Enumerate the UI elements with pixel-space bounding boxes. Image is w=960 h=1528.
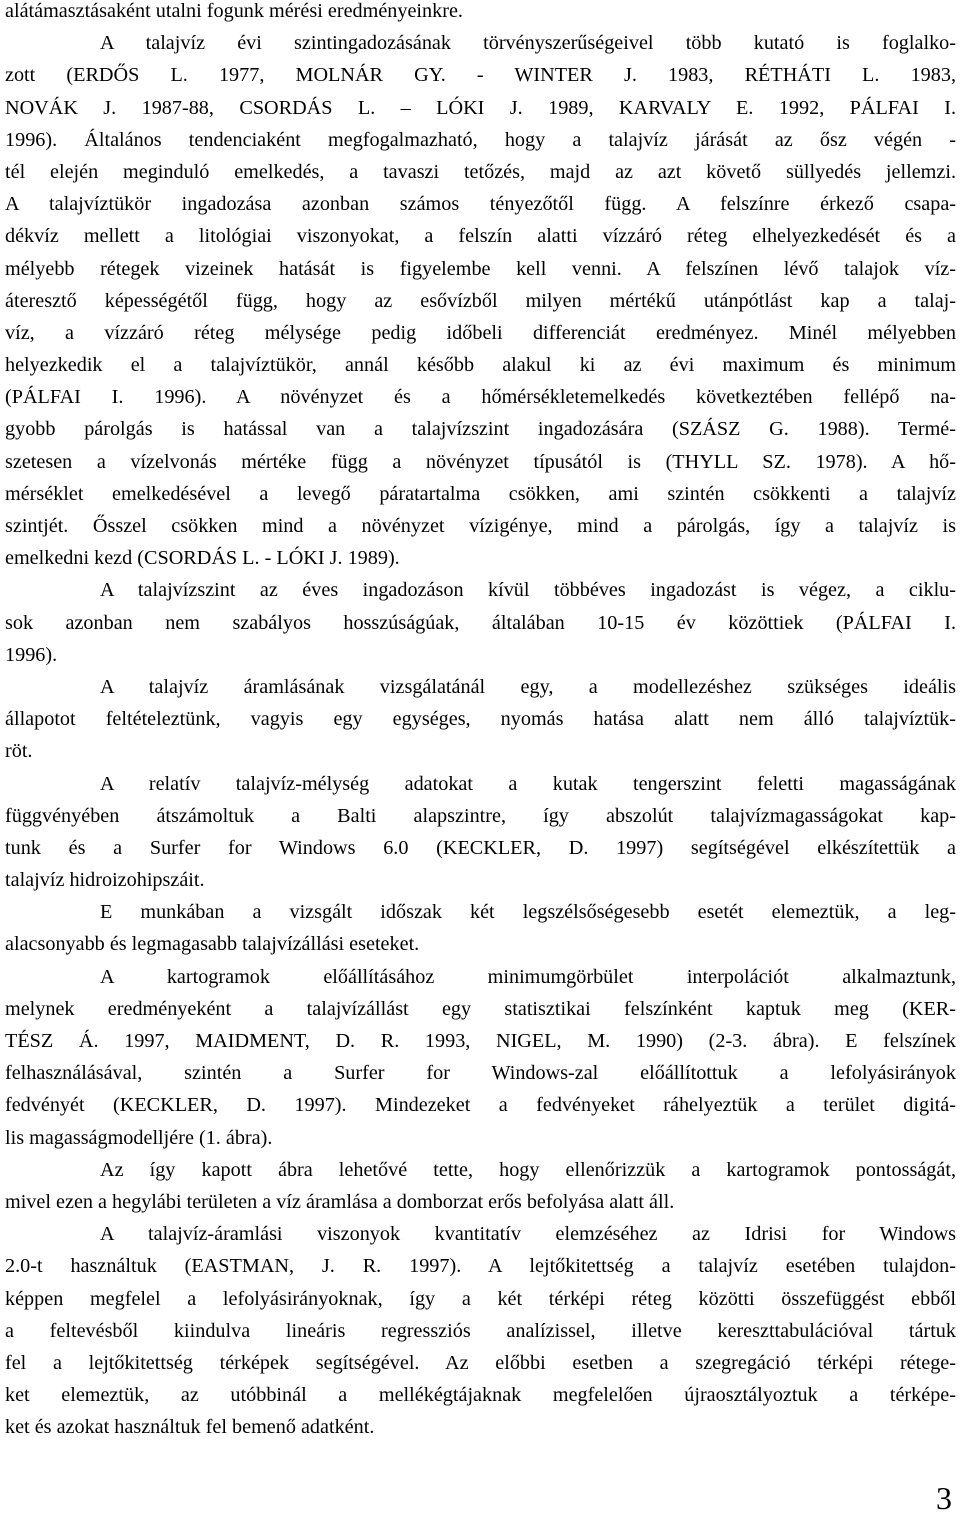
body-text [5, 0, 956, 1443]
text-line: E munkában a vizsgált időszak két legszélsőségesebb esetét elemeztük, a leg- [100, 901, 956, 924]
paragraph [5, 574, 956, 671]
text-line: tél elején meginduló emelkedés, a tavaszi tetőzés, majd az azt követő süllyedés jellemzi. [5, 160, 956, 183]
text-line: ket elemeztük, az utóbbinál a mellékégtájaknak megfelelően újraosztályoztuk a térképe- [5, 1384, 956, 1407]
text-line: A talajvíztükör ingadozása azonban számos tényezőtől függ. A felszínre érkező csapa- [5, 193, 956, 216]
text-line: 2.0-t használtuk (EASTMAN, J. R. 1997). A lejtőkitettség a talajvíz esetében tulajdon- [5, 1255, 956, 1278]
text-line: helyezkedik el a talajvíztükör, annál később alakul ki az évi maximum és minimum [5, 354, 956, 377]
text-line: alacsonyabb és legmagasabb talajvízállási eseteket. [5, 933, 420, 956]
text-line: mélyebb rétegek vizeinek hatását is figyelembe kell venni. A felszínen lévő talajok víz- [5, 257, 956, 280]
paragraph [5, 1154, 956, 1218]
text-line: lis magasságmodelljére (1. ábra). [5, 1126, 273, 1149]
paragraph [5, 768, 956, 897]
text-line: a feltevésből kiindulva lineáris regressziós analízissel, illetve kereszttabulációval tártuk [5, 1319, 956, 1342]
text-line: A kartogramok előállításához minimumgörbület interpolációt alkalmaztunk, [100, 965, 956, 988]
text-line: A talajvízszint az éves ingadozáson kívül többéves ingadozást is végez, a ciklu- [100, 579, 956, 602]
text-line: tunk és a Surfer for Windows 6.0 (KECKLER, D. 1997) segítségével elkészítettük a [5, 836, 956, 859]
text-line: szintjét. Ősszel csökken mind a növényzet vízigénye, mind a párolgás, így a talajvíz is [5, 515, 956, 537]
text-line: mivel ezen a hegylábi területen a víz áramlása a domborzat erős befolyása alatt áll. [5, 1190, 675, 1213]
text-line: mérséklet emelkedésével a levegő páratartalma csökken, ami szintén csökkenti a talajvíz [5, 482, 956, 505]
paragraph [5, 27, 956, 574]
text-line: képpen megfelel a lefolyásirányoknak, így a két térképi réteg közötti összefüggést ebből [5, 1287, 956, 1310]
paragraph [5, 0, 956, 27]
text-line: NOVÁK J. 1987-88, CSORDÁS L. – LÓKI J. 1989, KARVALY E. 1992, PÁLFAI I. [5, 96, 956, 119]
text-line: A talajvíz áramlásának vizsgálatánál egy, a modellezéshez szükséges ideális [100, 675, 956, 698]
paragraph [5, 896, 956, 960]
text-line: 1996). Általános tendenciaként megfogalmazható, hogy a talajvíz járását az ősz végén - [5, 128, 956, 151]
text-line: zott (ERDŐS L. 1977, MOLNÁR GY. - WINTER J. 1983, RÉTHÁTI L. 1983, [5, 64, 956, 87]
text-line: állapotot feltételeztünk, vagyis egy egységes, nyomás hatása alatt nem álló talajvíztük- [5, 708, 956, 731]
text-line: emelkedni kezd (CSORDÁS L. - LÓKI J. 1989). [5, 547, 400, 570]
text-line: 1996). [5, 643, 58, 666]
text-line: melynek eredményeként a talajvízállást egy statisztikai felszínként kaptuk meg (KER- [5, 997, 956, 1020]
text-line: fel a lejtőkitettség térképek segítségével. Az előbbi esetben a szegregáció térképi rétege- [5, 1351, 956, 1374]
text-line: alátámasztásaként utalni fogunk mérési eredményeinkre. [5, 0, 463, 22]
text-line: gyobb párolgás is hatással van a talajvízszint ingadozására (SZÁSZ G. 1988). Termé- [5, 418, 956, 441]
text-line: A relatív talajvíz-mélység adatokat a kutak tengerszint feletti magasságának [100, 772, 956, 795]
paragraph [5, 961, 956, 1154]
paragraph [5, 671, 956, 768]
text-line: függvényében átszámoltuk a Balti alapszintre, így abszolút talajvízmagasságokat kap- [5, 804, 956, 827]
text-line: víz, a vízzáró réteg mélysége pedig időbeli differenciát eredményez. Minél mélyebben [5, 321, 956, 344]
text-line: talajvíz hidroizohipszáit. [5, 869, 205, 892]
text-line: TÉSZ Á. 1997, MAIDMENT, D. R. 1993, NIGEL, M. 1990) (2-3. ábra). E felszínek [5, 1030, 956, 1052]
text-line: áteresztő képességétől függ, hogy az esővízből milyen mértékű utánpótlást kap a talaj- [5, 289, 956, 312]
text-line: Az így kapott ábra lehetővé tette, hogy ellenőrizzük a kartogramok pontosságát, [100, 1158, 956, 1181]
text-line: szetesen a vízelvonás mértéke függ a növényzet típusától is (THYLL SZ. 1978). A hő- [5, 450, 956, 473]
page-number: 3 [936, 1480, 952, 1516]
text-line: A talajvíz évi szintingadozásának törvényszerűségeivel több kutató is foglalko- [100, 32, 956, 55]
text-line: ket és azokat használtuk fel bemenő adatként. [5, 1416, 375, 1439]
text-line: fedvényét (KECKLER, D. 1997). Mindezeket a fedvényeket ráhelyeztük a terület digitá- [5, 1094, 956, 1117]
text-line: felhasználásával, szintén a Surfer for Windows-zal előállítottuk a lefolyásirányok [5, 1062, 956, 1085]
text-line: dékvíz mellett a litológiai viszonyokat, a felszín alatti vízzáró réteg elhelyezkedését és a [5, 225, 956, 248]
text-line: A talajvíz-áramlási viszonyok kvantitatív elemzéséhez az Idrisi for Windows [100, 1223, 956, 1246]
text-line: röt. [5, 740, 33, 763]
paragraph [5, 1218, 956, 1443]
text-line: (PÁLFAI I. 1996). A növényzet és a hőmérsékletemelkedés következtében fellépő na- [5, 386, 956, 409]
text-line: sok azonban nem szabályos hosszúságúak, általában 10-15 év közöttiek (PÁLFAI I. [5, 611, 956, 634]
